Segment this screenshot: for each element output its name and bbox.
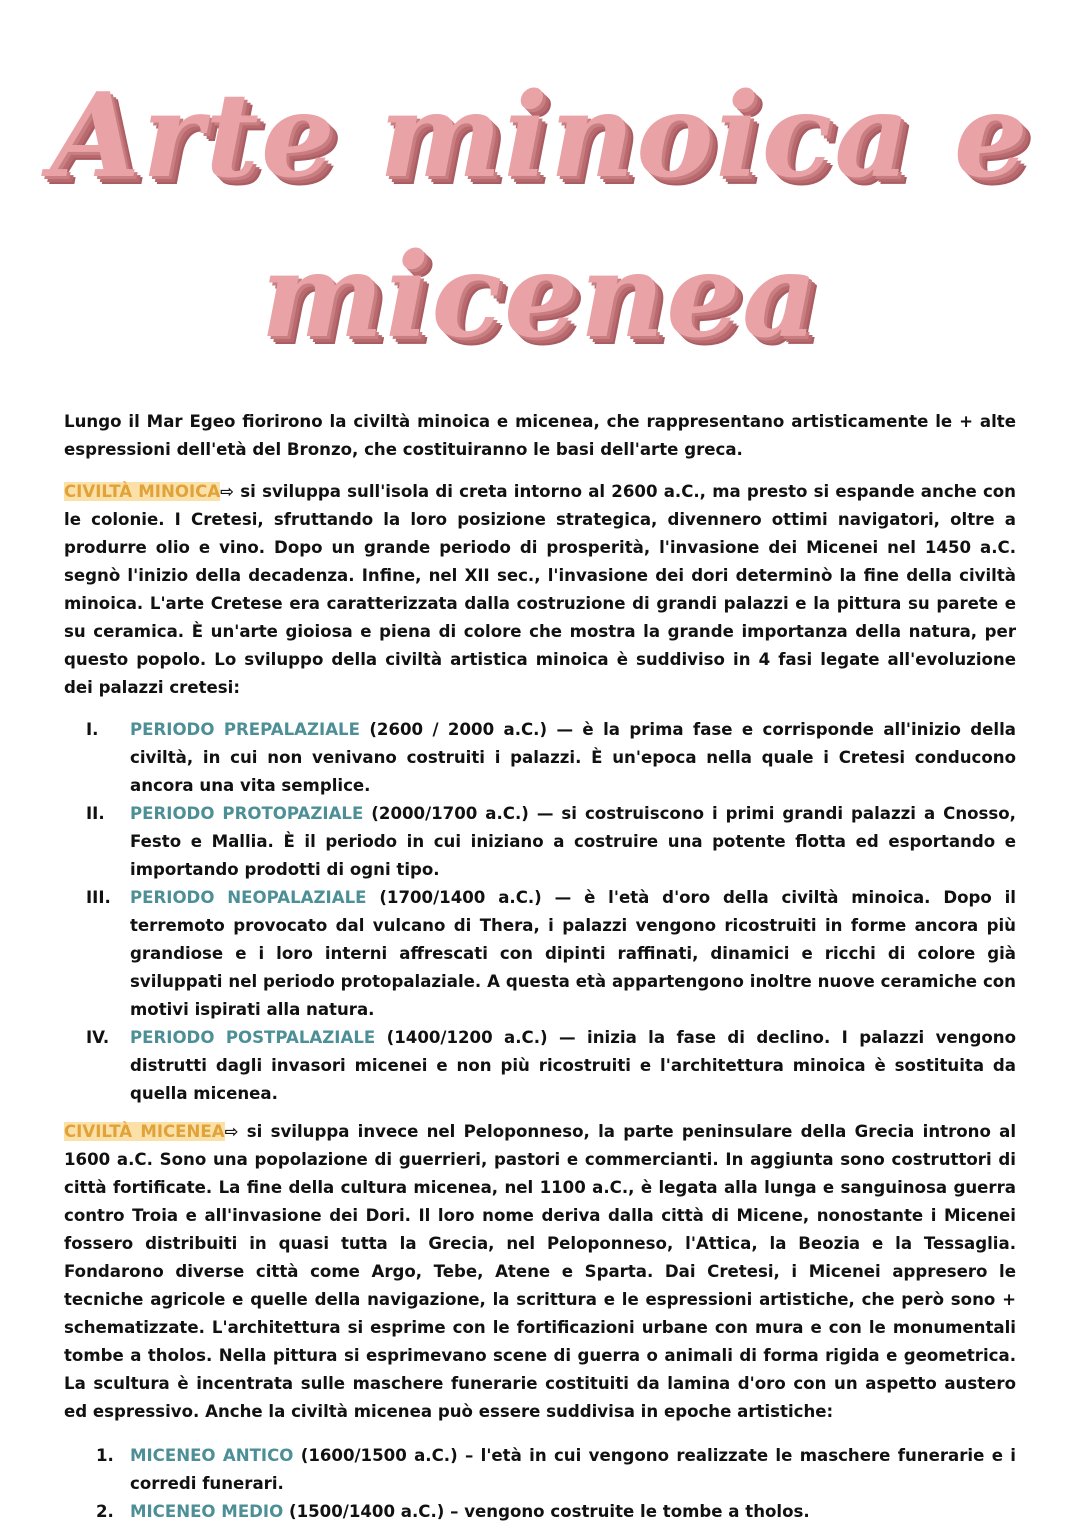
period-text: (2600 / 2000 a.C.) — è la prima fase e corrisponde all'inizio della civiltà, in cui non venivano costruiti i palazzi. È un'epoca nella quale i Cretesi conducono ancora una vita semplice. xyxy=(130,720,1017,795)
list-number: 1. xyxy=(96,1446,114,1465)
page-title-line-1: Arte minoica e xyxy=(50,68,1030,204)
arrow-icon: ⇨ xyxy=(220,482,235,501)
period-text: (1500/1400 a.C.) – vengono costruite le tombe a tholos. xyxy=(283,1502,810,1521)
list-item xyxy=(64,1442,1016,1498)
list-number: I. xyxy=(86,720,99,739)
micenea-text: si sviluppa invece nel Peloponneso, la parte peninsulare della Grecia introno al 1600 a.C. Sono una popolazione di guerrieri, pastori e commercianti. In aggiunta sono costruttori di città fortificate. La fine della cultura micenea, nel 1100 a.C., è legata alla lunga e sanguinosa guerra contro Troia e all'invasione dei Dori. Il loro nome deriva dalla città di Micene, nonostante i Micenei fossero distribuiti in quasi tutta la Grecia, nel Peloponneso, l'Attica, la Beozia e la Tessaglia. Fondarono diverse città come Argo, Tebe, Atene e Sparta. Dai Cretesi, i Micenei appresero le tecniche agricole e quelle della navigazione, la scrittura e le espressioni artistiche, che però sono + schematizzate. L'architettura si esprime con le fortificazioni urbane con mura e con le monumentali tombe a tholos. Nella pittura si esprimevano scene di guerra o animali di forma rigida e geometrica. La scultura è incentrata sulle maschere funerarie costituiti da lamina d'oro con un aspetto austero ed espressivo. Anche la civiltà micenea può essere suddivisa in epoche artistiche: xyxy=(64,1122,1017,1421)
document-body xyxy=(64,408,1016,1536)
period-name: PERIODO PROTOPAZIALE xyxy=(130,804,364,823)
minoica-text: si sviluppa sull'isola di creta intorno al 2600 a.C., ma presto si espande anche con le colonie. I Cretesi, sfruttando la loro posizione strategica, divennero ottimi navigatori, oltre a produrre olio e vino. Dopo un grande periodo di prosperità, l'invasione dei Micenei nel 1450 a.C. segnò l'inizio della decadenza. Infine, nel XII sec., l'invasione dei dori determinò la fine della civiltà minoica. L'arte Cretese era caratterizzata dalla costruzione di grandi palazzi e la pittura su parete e su ceramica. È un'arte gioiosa e piena di colore che mostra la grande importanza della natura, per questo popolo. Lo sviluppo della civiltà artistica minoica è suddiviso in 4 fasi legate all'evoluzione dei palazzi cretesi: xyxy=(64,482,1016,697)
list-number: III. xyxy=(86,888,111,907)
list-item xyxy=(64,1498,1016,1526)
list-item xyxy=(64,1024,1016,1108)
page-title-line-2: micenea xyxy=(260,228,820,364)
minoica-heading: CIVILTÀ MINOICA xyxy=(64,482,221,501)
period-name: MICENEO ANTICO xyxy=(130,1446,294,1465)
micenea-paragraph xyxy=(64,1118,1016,1426)
list-item xyxy=(64,716,1016,800)
list-item xyxy=(64,800,1016,884)
minoica-paragraph xyxy=(64,478,1016,702)
period-text: (1700/1400 a.C.) — è l'età d'oro della civiltà minoica. Dopo il terremoto provocato dal vulcano di Thera, i palazzi vengono ricostruiti in forme ancora più grandiose e i loro interni affrescati con dipinti raffinati, dinamici e ricchi di colore già sviluppati nel periodo protopalaziale. A questa età appartengono inoltre nuove ceramiche con motivi ispirati alla natura. xyxy=(130,888,1016,1019)
list-number: II. xyxy=(86,804,105,823)
list-item xyxy=(64,884,1016,1024)
list-number: IV. xyxy=(86,1028,110,1047)
period-name: MICENEO MEDIO xyxy=(130,1502,284,1521)
period-text: (1400/1200 a.C.) — inizia la fase di declino. I palazzi vengono distrutti dagli invasori micenei e non più ricostruiti e l'architettura minoica è sostituita da quella micenea. xyxy=(130,1028,1016,1103)
list-number: 2. xyxy=(96,1502,114,1521)
micenea-heading: CIVILTÀ MICENEA xyxy=(64,1122,225,1141)
period-text: (1600/1500 a.C.) – l'età in cui vengono realizzate le maschere funerarie e i corredi funerari. xyxy=(130,1446,1016,1493)
period-name: PERIODO POSTPALAZIALE xyxy=(130,1028,376,1047)
arrow-icon: ⇨ xyxy=(224,1122,239,1141)
intro-paragraph: Lungo il Mar Egeo fiorirono la civiltà minoica e micenea, che rappresentano artisticamente le + alte espressioni dell'età del Bronzo, che costituiranno le basi dell'arte greca. xyxy=(64,412,1016,459)
period-name: PERIODO PREPALAZIALE xyxy=(130,720,360,739)
period-name: PERIODO NEOPALAZIALE xyxy=(130,888,367,907)
period-text: (2000/1700 a.C.) — si costruiscono i primi grandi palazzi a Cnosso, Festo e Mallia. È il periodo in cui iniziano a costruire una potente flotta ed esportando e importando prodotti di ogni tipo. xyxy=(130,804,1016,879)
minoica-periods-list xyxy=(64,716,1016,1108)
micenea-periods-list xyxy=(64,1442,1016,1526)
